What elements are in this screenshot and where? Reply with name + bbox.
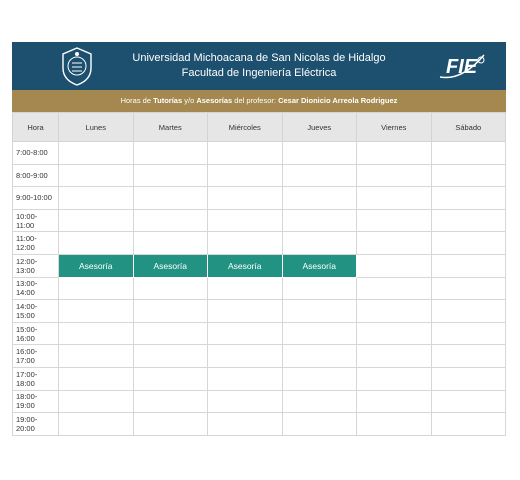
schedule-cell [282, 277, 357, 300]
schedule-cell [431, 345, 506, 368]
schedule-cell [59, 277, 134, 300]
schedule-cell [357, 390, 432, 413]
day-header-row [13, 113, 506, 142]
schedule-cell [208, 300, 283, 323]
schedule-cell [133, 209, 208, 232]
sub-mid: y/o [182, 96, 197, 105]
sub-prefix: Horas de [120, 96, 154, 105]
university-seal-icon [60, 46, 94, 86]
col-header-lunes: Lunes [59, 113, 134, 142]
schedule-cell [282, 390, 357, 413]
table-row [13, 142, 506, 165]
table-row [13, 345, 506, 368]
schedule-cell [208, 322, 283, 345]
logo-text: FIE [446, 56, 478, 78]
schedule-cell [133, 322, 208, 345]
schedule-cell [208, 142, 283, 165]
schedule-cell [133, 300, 208, 323]
fie-logo-icon [436, 51, 488, 83]
table-row [13, 413, 506, 436]
hour-cell: 9:00-10:00 [13, 187, 59, 210]
col-header-sabado: Sábado [431, 113, 506, 142]
schedule-cell [59, 367, 134, 390]
schedule-cell [431, 413, 506, 436]
schedule-cell [431, 367, 506, 390]
schedule-cell [59, 413, 134, 436]
schedule-cell [282, 232, 357, 255]
schedule-cell [59, 164, 134, 187]
schedule-cell [431, 254, 506, 277]
schedule-cell [357, 142, 432, 165]
schedule-cell [357, 345, 432, 368]
hour-cell: 11:00-12:00 [13, 232, 59, 255]
schedule-body [13, 142, 506, 436]
table-row [13, 232, 506, 255]
professor-banner [12, 90, 506, 112]
schedule-cell [208, 345, 283, 368]
schedule-cell [59, 142, 134, 165]
schedule-cell [282, 345, 357, 368]
schedule-cell [208, 232, 283, 255]
hour-cell: 14:00-15:00 [13, 300, 59, 323]
schedule-cell [357, 413, 432, 436]
schedule-cell [357, 232, 432, 255]
session-cell: Asesoría [208, 254, 283, 277]
hour-cell: 15:00-16:00 [13, 322, 59, 345]
schedule-cell [282, 187, 357, 210]
table-row [13, 277, 506, 300]
schedule-cell [357, 300, 432, 323]
schedule-cell [59, 187, 134, 210]
table-row [13, 300, 506, 323]
faculty-name: Facultad de Ingeniería Eléctrica [181, 67, 337, 79]
hour-cell: 17:00-18:00 [13, 367, 59, 390]
schedule-cell [431, 142, 506, 165]
schedule-card [12, 42, 506, 436]
schedule-cell [133, 164, 208, 187]
schedule-cell [357, 209, 432, 232]
schedule-cell [133, 345, 208, 368]
schedule-cell [59, 232, 134, 255]
schedule-cell [282, 300, 357, 323]
university-name: Universidad Michoacana de San Nicolas de Hidalgo [132, 52, 386, 64]
hour-cell: 12:00-13:00 [13, 254, 59, 277]
schedule-cell [282, 164, 357, 187]
table-row [13, 390, 506, 413]
hour-cell: 13:00-14:00 [13, 277, 59, 300]
schedule-cell [133, 390, 208, 413]
schedule-cell [282, 367, 357, 390]
hour-cell: 18:00-19:00 [13, 390, 59, 413]
schedule-cell [208, 277, 283, 300]
schedule-cell [431, 187, 506, 210]
schedule-cell [282, 413, 357, 436]
hour-cell: 8:00-9:00 [13, 164, 59, 187]
sub-asesorias: Asesorías [196, 96, 233, 105]
session-cell: Asesoría [59, 254, 134, 277]
schedule-cell [431, 322, 506, 345]
schedule-cell [282, 142, 357, 165]
hour-cell: 16:00-17:00 [13, 345, 59, 368]
schedule-cell [357, 164, 432, 187]
schedule-cell [59, 390, 134, 413]
schedule-cell [431, 390, 506, 413]
schedule-cell [208, 367, 283, 390]
schedule-cell [282, 322, 357, 345]
schedule-cell [133, 232, 208, 255]
schedule-cell [431, 300, 506, 323]
schedule-cell [133, 413, 208, 436]
schedule-cell [357, 367, 432, 390]
schedule-cell [431, 277, 506, 300]
schedule-cell [59, 300, 134, 323]
session-cell: Asesoría [282, 254, 357, 277]
schedule-cell [431, 164, 506, 187]
schedule-cell [357, 277, 432, 300]
institution-title [112, 51, 406, 81]
table-row [13, 367, 506, 390]
professor-name: Cesar Dionicio Arreola Rodriguez [278, 96, 398, 105]
schedule-cell [59, 322, 134, 345]
hour-cell: 7:00-8:00 [13, 142, 59, 165]
schedule-cell [133, 367, 208, 390]
schedule-cell [133, 187, 208, 210]
table-row [13, 164, 506, 187]
sub-tutorias: Tutorías [153, 96, 183, 105]
col-header-martes: Martes [133, 113, 208, 142]
hour-cell: 19:00-20:00 [13, 413, 59, 436]
session-cell: Asesoría [133, 254, 208, 277]
table-row [13, 187, 506, 210]
table-row [13, 322, 506, 345]
schedule-cell [431, 209, 506, 232]
col-header-hora: Hora [13, 113, 59, 142]
schedule-cell [208, 413, 283, 436]
schedule-cell [208, 209, 283, 232]
schedule-cell [133, 277, 208, 300]
schedule-table [12, 112, 506, 436]
schedule-cell [208, 187, 283, 210]
sub-mid2: del profesor: [232, 96, 279, 105]
schedule-cell [133, 142, 208, 165]
schedule-cell [208, 390, 283, 413]
schedule-cell [431, 232, 506, 255]
schedule-cell [59, 345, 134, 368]
col-header-miercoles: Miércoles [208, 113, 283, 142]
schedule-cell [59, 209, 134, 232]
schedule-cell [282, 209, 357, 232]
table-row [13, 254, 506, 277]
header-banner [12, 42, 506, 90]
col-header-viernes: Viernes [357, 113, 432, 142]
schedule-cell [357, 187, 432, 210]
col-header-jueves: Jueves [282, 113, 357, 142]
schedule-cell [357, 254, 432, 277]
schedule-cell [208, 164, 283, 187]
schedule-cell [357, 322, 432, 345]
hour-cell: 10:00-11:00 [13, 209, 59, 232]
table-row [13, 209, 506, 232]
